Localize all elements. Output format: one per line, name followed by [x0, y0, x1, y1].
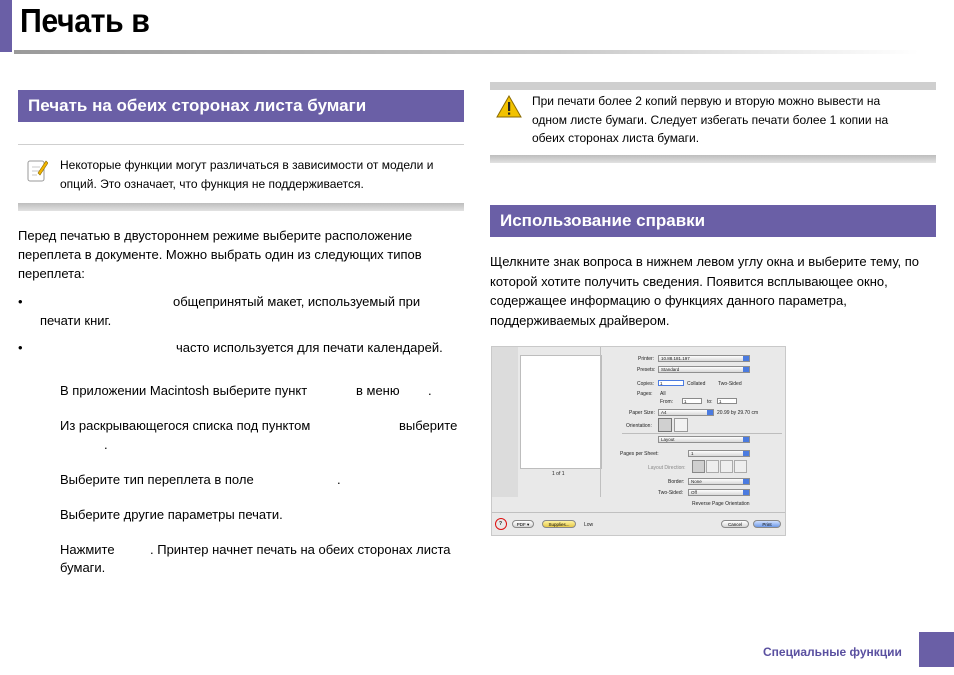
section-select[interactable]: Layout	[658, 436, 750, 443]
border-label: Border:	[668, 479, 685, 485]
layout-direction-z-icon[interactable]	[692, 460, 705, 473]
step-3-text: Выберите тип переплета в поле	[60, 472, 254, 487]
note-text-line-2: опций. Это означает, что функция не поддерживается.	[60, 177, 364, 191]
bullet-marker: •	[18, 294, 23, 309]
landscape-orientation-icon[interactable]	[674, 418, 688, 432]
step-4-text: Выберите другие параметры печати.	[60, 507, 283, 522]
help-button[interactable]: ?	[499, 521, 503, 527]
dialog-separator	[600, 347, 601, 497]
help-line-1: Щелкните знак вопроса в нижнем левом углу окна и выберите тему, по	[490, 254, 920, 269]
help-line-3: содержащее информацию о функциях данного параметра,	[490, 293, 847, 308]
step-1-text: В приложении Macintosh выберите пункт	[60, 383, 308, 398]
cancel-button[interactable]: Cancel	[721, 520, 749, 528]
layout-direction-label: Layout Direction:	[648, 465, 686, 471]
reverse-orientation-checkbox[interactable]: Reverse Page Orientation	[692, 501, 750, 507]
warning-text-line-3: обеих сторонах листа бумаги.	[532, 131, 700, 145]
help-line-4: поддерживаемых драйвером.	[490, 313, 670, 328]
step-1-text: .	[428, 383, 432, 398]
section-heading-help: Использование справки	[490, 205, 936, 237]
note-text-line-1: Некоторые функции могут различаться в зависимости от модели и	[60, 158, 434, 172]
pages-per-sheet-label: Pages per Sheet:	[620, 451, 659, 457]
two-sided-checkbox[interactable]: Two-Sided	[718, 381, 742, 387]
step-2-text: Из раскрывающегося списка под пунктом	[60, 418, 311, 433]
footer-page-tab	[919, 632, 954, 667]
title-divider	[14, 50, 919, 54]
footer-label: Специальные функции	[763, 645, 902, 659]
border-select[interactable]: None	[688, 478, 750, 485]
bullet-text: общепринятый макет, используемый при	[173, 294, 421, 309]
copies-label: Copies:	[637, 381, 654, 387]
from-input[interactable]: 1	[682, 398, 702, 404]
supply-level-label: Low	[584, 522, 594, 528]
note-pencil-icon	[26, 157, 48, 183]
intro-line-3: переплета:	[18, 266, 85, 281]
printer-label: Printer:	[638, 356, 655, 362]
layout-direction-reverse-icon[interactable]	[734, 460, 747, 473]
pages-all-radio[interactable]: All	[660, 391, 666, 397]
step-2-text: выберите	[399, 418, 458, 433]
bullet-text-cont: печати книг.	[40, 313, 112, 328]
warning-bottom-band	[490, 155, 936, 163]
dialog-footer-divider	[492, 512, 786, 513]
help-line-2: которой хотите получить сведения. Появится всплывающее окно,	[490, 274, 888, 289]
step-5-text: бумаги.	[60, 560, 106, 575]
orientation-label: Orientation:	[626, 423, 652, 429]
portrait-orientation-icon[interactable]	[658, 418, 672, 432]
two-sided-select[interactable]: Off	[688, 489, 750, 496]
step-3-text: .	[337, 472, 341, 487]
copies-input[interactable]: 1	[658, 380, 684, 386]
collated-checkbox[interactable]: Collated	[687, 381, 706, 387]
supplies-button[interactable]: Supplies...	[542, 520, 576, 528]
dialog-divider	[622, 433, 782, 434]
dialog-sidebar	[492, 347, 518, 497]
warning-text-line-2: одном листе бумаги. Следует избегать печати более 1 копии на	[532, 113, 889, 127]
pages-label: Pages:	[637, 391, 653, 397]
page-counter: 1 of 1	[552, 471, 565, 477]
step-1-text: в меню	[356, 383, 400, 398]
to-label: to:	[707, 399, 713, 405]
pdf-button[interactable]: PDF ▾	[512, 520, 534, 528]
bullet-marker: •	[18, 340, 23, 355]
layout-direction-n-icon[interactable]	[720, 460, 733, 473]
intro-line-1: Перед печатью в двустороннем режиме выберите расположение	[18, 228, 413, 243]
print-dialog-screenshot	[491, 346, 786, 536]
title-accent-bar	[0, 0, 12, 52]
note-bottom-band	[18, 203, 464, 211]
bullet-text: часто используется для печати календарей.	[176, 340, 443, 355]
step-5-text: . Принтер начнет печать на обеих сторонах листа	[150, 542, 451, 557]
presets-select[interactable]: Standard	[658, 366, 750, 373]
step-2-text: .	[104, 437, 108, 452]
presets-label: Presets:	[637, 367, 656, 373]
paper-dims: 20.99 by 29.70 cm	[717, 410, 759, 416]
pages-from-radio[interactable]: From:	[660, 399, 674, 405]
warning-icon	[496, 94, 522, 120]
pages-per-sheet-select[interactable]: 1	[688, 450, 750, 457]
section-heading-duplex: Печать на обеих сторонах листа бумаги	[18, 90, 464, 122]
print-button[interactable]: Print	[753, 520, 781, 528]
preview-page	[520, 355, 602, 469]
printer-select[interactable]: 10.88.181.197	[658, 355, 750, 362]
layout-direction-s-icon[interactable]	[706, 460, 719, 473]
warning-text-line-1: При печати более 2 копий первую и вторую можно вывести на	[532, 94, 881, 108]
two-sided-label: Two-Sided:	[658, 490, 684, 496]
paper-size-select[interactable]: A4	[658, 409, 714, 416]
intro-line-2: переплета в документе. Можно выбрать один из следующих типов	[18, 247, 422, 262]
to-input[interactable]: 1	[717, 398, 737, 404]
step-5-text: Нажмите	[60, 542, 115, 557]
paper-size-label: Paper Size:	[629, 410, 655, 416]
page-title: Печать в	[20, 2, 150, 39]
